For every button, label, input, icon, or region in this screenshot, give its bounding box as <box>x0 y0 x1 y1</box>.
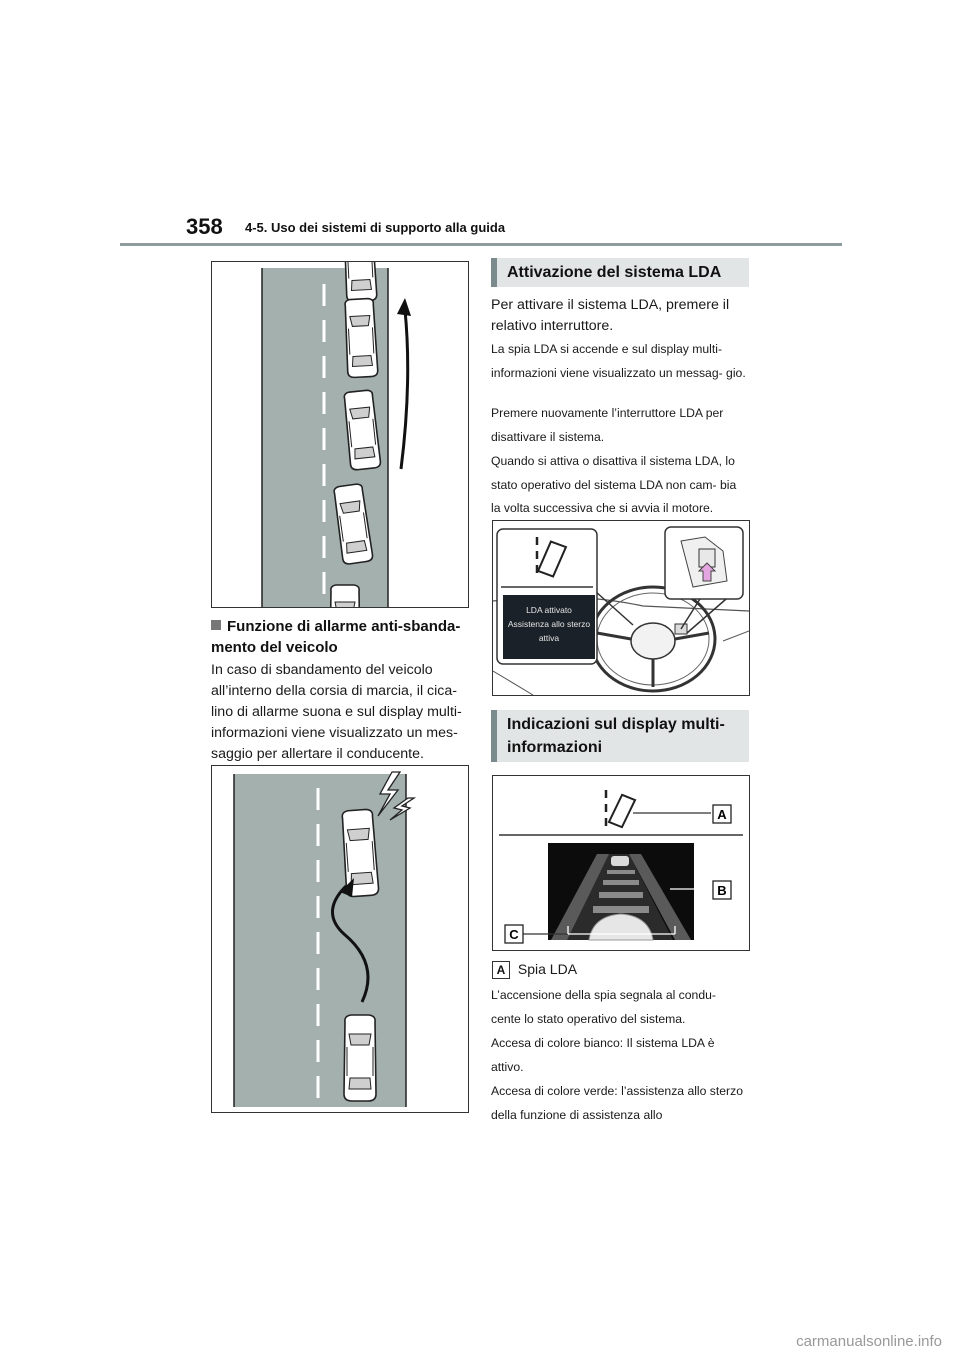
display-msg-line1: LDA attivato <box>526 605 572 615</box>
item-a-label: A <box>492 961 510 979</box>
multi-info-display-illustration <box>492 775 750 951</box>
item-a-title: Spia LDA <box>517 961 578 977</box>
display-msg-line3: attiva <box>538 633 560 643</box>
lda-light-note: La spia LDA si accende e sul display multi- informazioni viene visualizzato un messag- gio. <box>491 342 746 380</box>
lda-indicator-description: L’accensione della spia segnala al condu- cente lo stato operativo del sistema. <box>491 988 716 1026</box>
header-rule <box>120 243 842 246</box>
subheading-anti-drift: Funzione di allarme anti-sbanda- mento del veicolo <box>211 618 461 656</box>
page-number: 358 <box>186 214 223 239</box>
heading-lda-activation: Attivazione del sistema LDA <box>491 258 749 287</box>
anti-drift-body: In caso di sbandamento del veicolo all’interno della corsia di marcia, il cica- lino di allarme suona e sul display multi- informazioni viene visualizzato un mes- saggio per allertare il conducente. <box>211 662 462 762</box>
callout-a: A <box>717 807 727 822</box>
green-light-description: Accesa di colore verde: l’assistenza allo sterzo della funzione di assistenza allo <box>491 1084 743 1122</box>
callout-c: C <box>509 927 519 942</box>
white-light-description: Accesa di colore bianco: Il sistema LDA è attivo. <box>491 1036 715 1074</box>
square-bullet-icon <box>211 620 221 630</box>
section-title: 4-5. Uso dei sistemi di supporto alla guida <box>245 220 506 235</box>
item-a <box>492 959 577 979</box>
lane-drift-illustration <box>211 261 469 608</box>
deactivation-note: Premere nuovamente l’interruttore LDA per disattivare il sistema. <box>491 406 724 444</box>
persistence-note: Quando si attiva o disattiva il sistema LDA, lo stato operativo del sistema LDA non cam- bia la volta successiva che si avvia il motore. <box>491 454 737 515</box>
callout-b: B <box>717 883 727 898</box>
steering-wheel-switch-illustration <box>492 520 750 696</box>
activation-instruction: Per attivare il sistema LDA, premere il relativo interruttore. <box>491 297 730 334</box>
watermark: carmanualsonline.info <box>796 1333 942 1350</box>
heading-display-indications: Indicazioni sul display multi- informazioni <box>491 710 749 762</box>
swerve-warning-illustration <box>211 765 469 1113</box>
display-msg-line2: Assistenza allo sterzo <box>507 619 591 629</box>
